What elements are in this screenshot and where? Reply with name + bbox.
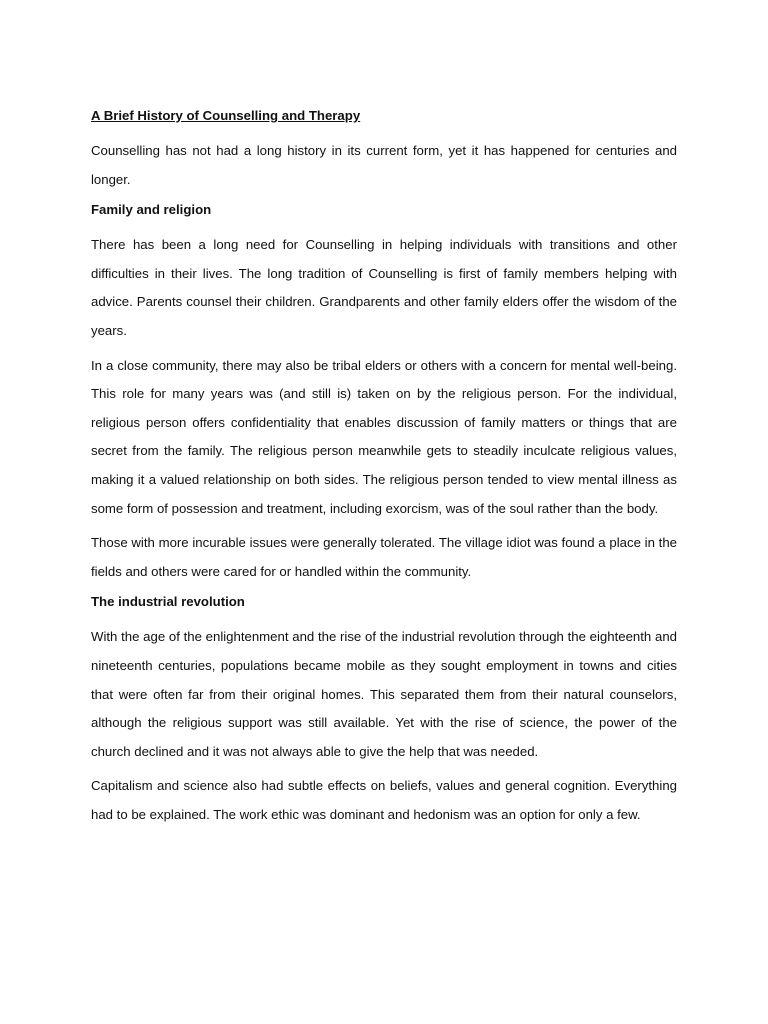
section-heading-family-religion: Family and religion — [91, 202, 212, 218]
paragraph: There has been a long need for Counselling in helping individuals with transitions and other difficulties in their lives. The long tradition of Counselling is first of family members helping with advice. Parents counsel their children. Grandparents and other family elders offer the wisdom of the years. — [91, 237, 677, 338]
paragraph: With the age of the enlightenment and the rise of the industrial revolution through the eighteenth and nineteenth centuries, populations became mobile as they sought employment in towns and cities that were often far from their original homes. This separated them from their natural counselors, although the religious support was still available. Yet with the rise of science, the power of the church declined and it was not always able to give the help that was needed. — [91, 629, 677, 759]
paragraph: Capitalism and science also had subtle effects on beliefs, values and general cognition. Everything had to be explained. The work ethic was dominant and hedonism was an option for only a few. — [91, 778, 677, 822]
section-heading-industrial-revolution: The industrial revolution — [91, 594, 245, 610]
paragraph: In a close community, there may also be tribal elders or others with a concern for mental well-being. This role for many years was (and still is) taken on by the religious person. For the individual, religious person offers confidentiality that enables discussion of family matters or things that are secret from the family. The religious person meanwhile gets to steadily inculcate religious values, making it a valued relationship on both sides. The religious person tended to view mental illness as some form of possession and treatment, including exorcism, was of the soul rather than the body. — [91, 357, 677, 516]
intro-paragraph: Counselling has not had a long history in its current form, yet it has happened for centuries and longer. — [91, 143, 677, 187]
document-body — [91, 106, 677, 835]
paragraph: Those with more incurable issues were generally tolerated. The village idiot was found a place in the fields and others were cared for or handled within the community. — [91, 535, 677, 579]
document-title: A Brief History of Counselling and Therapy — [91, 108, 361, 123]
